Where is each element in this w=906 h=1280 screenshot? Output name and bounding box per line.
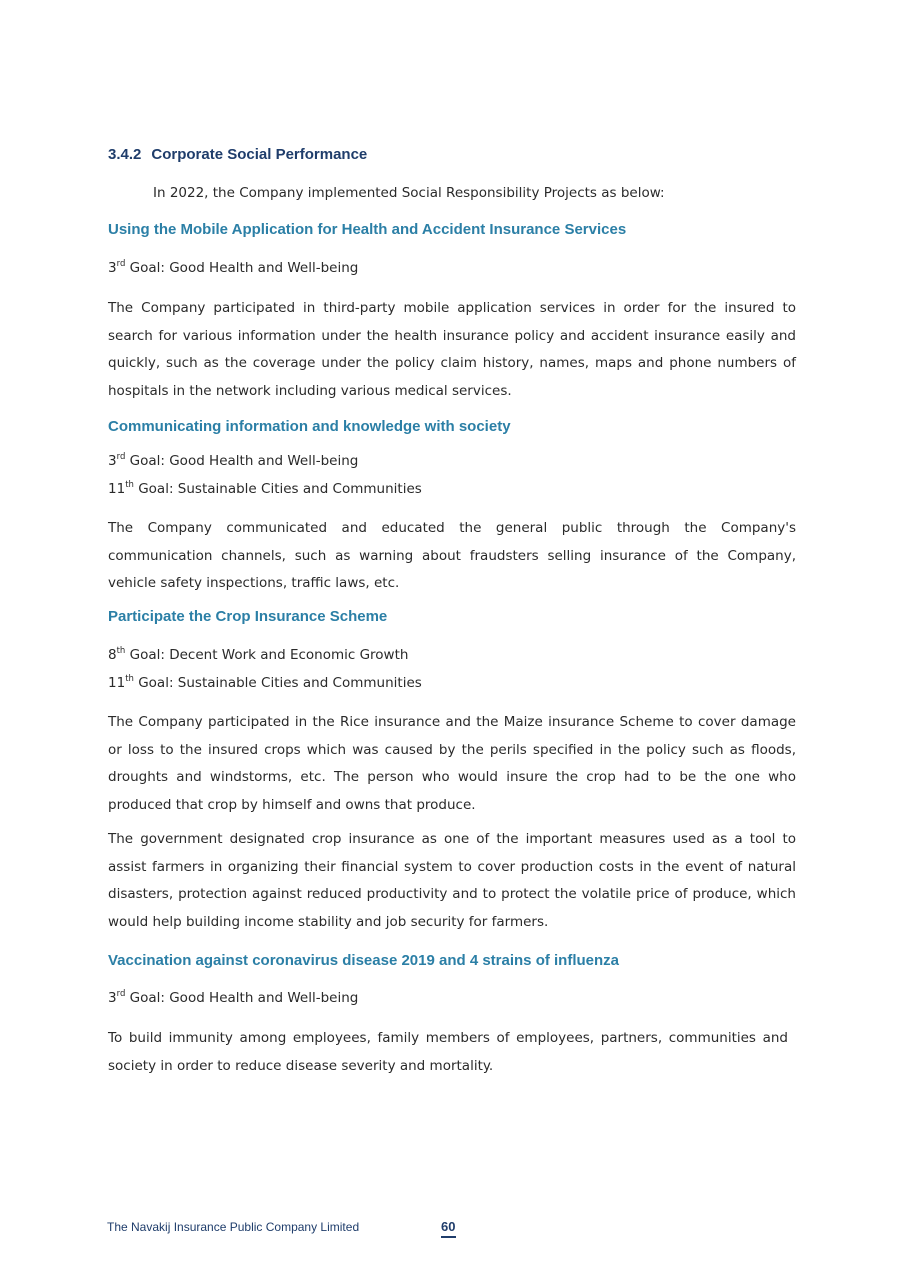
project-goal: 11th Goal: Sustainable Cities and Communities: [108, 674, 422, 691]
project-heading-vaccination: Vaccination against coronavirus disease 2019 and 4 strains of influenza: [108, 952, 620, 969]
project-paragraph: The Company communicated and educated the general public through the Company's communication channels, such as warning about fraudsters selling insurance of the Company, vehicle safety inspections, traffic laws, etc.: [108, 520, 796, 591]
project-goal: 3rd Goal: Good Health and Well-being: [108, 259, 359, 276]
project-heading-communicating: Communicating information and knowledge with society: [108, 418, 511, 435]
project-goal: 3rd Goal: Good Health and Well-being: [108, 452, 359, 469]
section-title: [108, 146, 367, 163]
footer-company-name: The Navakij Insurance Public Company Limited: [107, 1220, 360, 1234]
project-paragraph: The Company participated in the Rice insurance and the Maize insurance Scheme to cover damage or loss to the insured crops which was caused by the perils specified in the policy such as floods, droughts and windstorms, etc. The person who would insure the crop had to be the one who produced that crop by himself and owns that produce.: [108, 714, 796, 813]
page-number: 60: [441, 1219, 456, 1234]
project-paragraph: The government designated crop insurance as one of the important measures used as a tool to assist farmers in organizing their financial system to cover production costs in the event of natural disasters, protection against reduced productivity and to protect the volatile price of produce, which would help building income stability and job security for farmers.: [108, 831, 796, 930]
project-heading-mobile-app: Using the Mobile Application for Health and Accident Insurance Services: [108, 221, 627, 238]
page-number-underline: [441, 1236, 456, 1238]
project-goal: 11th Goal: Sustainable Cities and Communities: [108, 480, 422, 497]
project-paragraph: To build immunity among employees, family members of employees, partners, communities and society in order to reduce disease severity and mortality.: [108, 1030, 788, 1074]
section-title-text: Corporate Social Performance: [151, 146, 368, 163]
section-number: 3.4.2: [108, 146, 142, 163]
project-goal: 8th Goal: Decent Work and Economic Growth: [108, 646, 409, 663]
project-heading-crop-insurance: Participate the Crop Insurance Scheme: [108, 608, 388, 625]
section-intro: In 2022, the Company implemented Social Responsibility Projects as below:: [153, 185, 665, 201]
project-goal: 3rd Goal: Good Health and Well-being: [108, 989, 359, 1006]
project-paragraph: The Company participated in third-party mobile application services in order for the insured to search for various information under the health insurance policy and accident insurance easily and quickly, such as the coverage under the policy claim history, names, maps and phone numbers of hospitals in the network including various medical services.: [108, 300, 796, 399]
